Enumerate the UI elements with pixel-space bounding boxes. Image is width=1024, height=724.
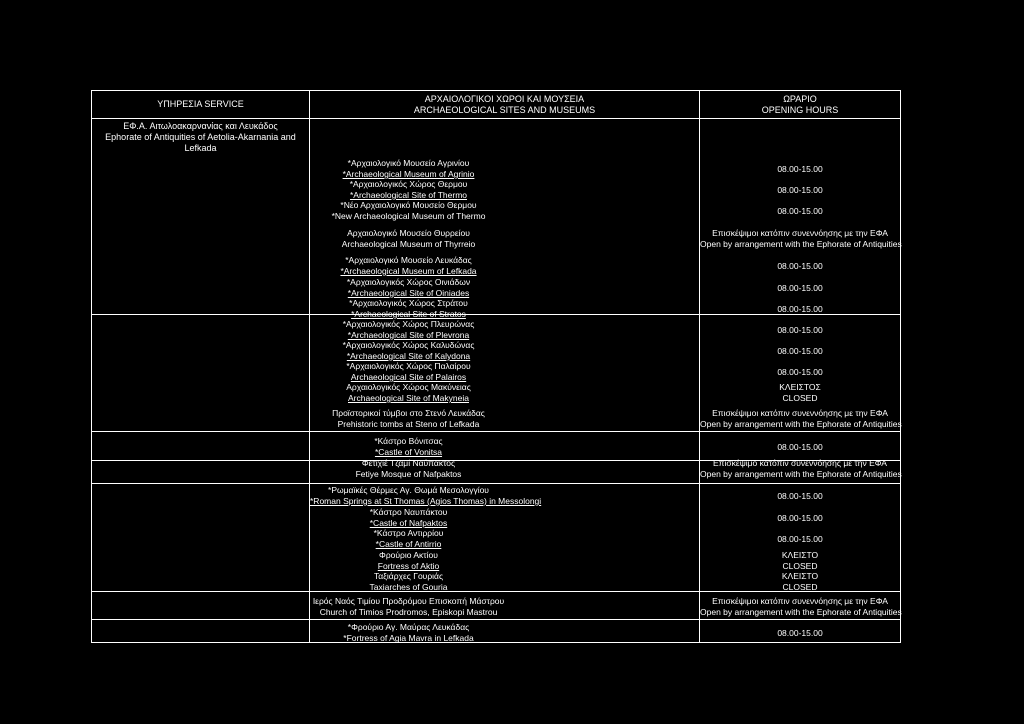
site-name-gr: *Κάστρο Αντιρρίου: [373, 528, 444, 538]
hours-line: CLOSED: [782, 393, 818, 403]
site-name: [310, 228, 507, 250]
site-name: [310, 571, 507, 593]
site-name-gr: *Αρχαιολογικός Χώρος Θερμου: [349, 179, 468, 189]
hours-line: 08.00-15.00: [777, 185, 823, 195]
header-hours: [700, 91, 900, 118]
opening-hours: [700, 261, 900, 272]
site-name-en: *Archaeological Site of Plevrona: [347, 330, 470, 340]
site-name: [310, 361, 507, 383]
hours-line: Open by arrangement with the Ephorate of Antiquities: [700, 469, 902, 479]
opening-hours: [700, 382, 900, 404]
opening-hours: [700, 367, 900, 378]
site-name-en: Fortress of Aktio: [377, 561, 440, 571]
opening-hours: [700, 408, 900, 430]
site-name-en: *Castle of Vonitsa: [374, 447, 443, 457]
hours-line: Open by arrangement with the Ephorate of Antiquities: [700, 239, 902, 249]
opening-hours: [700, 304, 900, 315]
site-name-gr: *Κάστρο Βόνιτσας: [374, 436, 443, 446]
site-name-gr: *Αρχαιολογικός Χώρος Οινιάδων: [346, 277, 471, 287]
site-name-en: *New Archaeological Museum of Thermo: [331, 211, 486, 221]
hours-line: 08.00-15.00: [777, 346, 823, 356]
site-name: [310, 298, 507, 320]
site-name: [310, 319, 507, 341]
hours-line: 08.00-15.00: [777, 367, 823, 377]
hours-line: Open by arrangement with the Ephorate of Antiquities: [700, 419, 902, 429]
site-name-gr: *Αρχαιολογικός Χώρος Στράτου: [349, 298, 468, 308]
opening-hours: [700, 228, 900, 250]
site-name-en: *Archaeological Site of Oiniades: [347, 288, 470, 298]
hours-line: 08.00-15.00: [777, 491, 823, 501]
site-name-en: *Archaeological Museum of Agrinio: [342, 169, 475, 179]
site-name-gr: Αρχαιολογικός Χώρος Μακύνειας: [346, 382, 471, 392]
site-name-en: *Archaeological Site of Thermo: [349, 190, 468, 200]
opening-hours: [700, 206, 900, 217]
hours-line: 08.00-15.00: [777, 261, 823, 271]
hours-line: 08.00-15.00: [777, 534, 823, 544]
opening-hours: [700, 513, 900, 524]
row-divider: [92, 431, 900, 432]
site-name-en: Fetiye Mosque of Nafpaktos: [355, 469, 462, 479]
hours-line: 08.00-15.00: [777, 513, 823, 523]
site-name-gr: Ταξιάρχες Γουριάς: [373, 571, 444, 581]
site-name: [310, 179, 507, 201]
hours-line: CLOSED: [782, 582, 818, 592]
opening-hours-table: [91, 90, 901, 643]
site-name-en: Archaeological Site of Palairos: [350, 372, 467, 382]
sites-header-en: ARCHAEOLOGICAL SITES AND MUSEUMS: [413, 104, 596, 115]
service-cell: [92, 121, 309, 154]
site-name-gr: *Αρχαιολογικό Μουσείο Λευκάδας: [345, 255, 472, 265]
header-service: [92, 91, 309, 118]
hours-line: Open by arrangement with the Ephorate of Antiquities: [700, 607, 902, 617]
site-name-gr: *Αρχαιολογικό Μουσείο Αγρινίου: [347, 158, 470, 168]
site-name-en: *Castle of Nafpaktos: [369, 518, 448, 528]
hours-line: 08.00-15.00: [777, 283, 823, 293]
opening-hours: [700, 164, 900, 175]
site-name-gr: Φρούριο Ακτίου: [379, 550, 438, 560]
sites-header-gr: ΑΡΧΑΙΟΛΟΓΙΚΟΙ ΧΩΡΟΙ ΚΑΙ ΜΟΥΣΕΙΑ: [424, 93, 585, 104]
site-name: [310, 340, 507, 362]
hours-line: Επισκέψιμοι κατόπιν συνεννόησης με την ΕΦΑ: [712, 228, 888, 238]
site-name-en: *Roman Springs at St Thomas (Agios Thomas) in Messolongi: [310, 496, 542, 506]
site-name: [310, 458, 507, 480]
opening-hours: [700, 283, 900, 294]
site-name-en: *Castle of Antirrio: [375, 539, 442, 549]
site-name-en: Prehistoric tombs at Steno of Lefkada: [337, 419, 480, 429]
opening-hours: [700, 346, 900, 357]
service-name-gr: ΕΦ.Α. Αιτωλοακαρνανίας και Λευκάδος: [123, 121, 278, 131]
hours-line: 08.00-15.00: [777, 325, 823, 335]
site-name-en: Archaeological Museum of Thyrreio: [341, 239, 476, 249]
hours-line: ΚΛΕΙΣΤΟΣ: [779, 382, 821, 392]
site-name-gr: *Φρούριο Αγ. Μαύρας Λευκάδας: [347, 622, 470, 632]
hours-line: Επισκέψιμο κατόπιν συνεννόησης με την ΕΦΑ: [713, 458, 887, 468]
service-name-en: Ephorate of Antiquities of Aetolia-Akarnania and: [105, 132, 296, 142]
site-name-gr: *Νέο Αρχαιολογικό Μουσείο Θερμου: [340, 200, 477, 210]
opening-hours: [700, 628, 900, 639]
service-header-label: ΥΠΗΡΕΣΙΑ SERVICE: [157, 99, 244, 109]
opening-hours: [700, 550, 900, 572]
service-name-en-cont: Lefkada: [184, 143, 217, 153]
site-name: [310, 158, 507, 180]
site-name-gr: Αρχαιολογικό Μουσείο Θυρρείου: [347, 228, 470, 238]
site-name-en: *Archaeological Site of Stratos: [351, 309, 466, 319]
site-name: [310, 255, 507, 277]
site-name: [310, 528, 507, 550]
site-name: [310, 277, 507, 299]
hours-line: Επισκέψιμοι κατόπιν συνεννόησης με την ΕΦΑ: [712, 408, 888, 418]
site-name: [310, 436, 507, 458]
opening-hours: [700, 458, 900, 480]
header-sites: [310, 91, 699, 118]
site-name: [310, 622, 507, 644]
opening-hours: [700, 491, 900, 502]
site-name: [310, 485, 542, 507]
site-name-en: Taxiarches of Gouria: [369, 582, 448, 592]
hours-line: ΚΛΕΙΣΤΟ: [781, 571, 819, 581]
opening-hours: [700, 185, 900, 196]
opening-hours: [700, 534, 900, 545]
site-name: [310, 507, 507, 529]
site-name-en: *Fortress of Agia Mavra in Lefkada: [343, 633, 474, 643]
hours-line: CLOSED: [782, 561, 818, 571]
row-divider: [92, 619, 900, 620]
hours-line: 08.00-15.00: [777, 164, 823, 174]
site-name-en: *Archaeological Site of Kalydona: [346, 351, 471, 361]
site-name-gr: *Κάστρο Ναυπάκτου: [369, 507, 448, 517]
hours-header-gr: ΩΡΑΡΙΟ: [783, 93, 817, 104]
opening-hours: [700, 571, 900, 593]
site-name: [310, 382, 507, 404]
hours-line: 08.00-15.00: [777, 442, 823, 452]
hours-line: 08.00-15.00: [777, 628, 823, 638]
hours-header-en: OPENING HOURS: [761, 104, 839, 115]
site-name-en: *Archaeological Museum of Lefkada: [340, 266, 477, 276]
site-name: [310, 550, 507, 572]
hours-line: 08.00-15.00: [777, 304, 823, 314]
opening-hours: [700, 596, 900, 618]
site-name-en: Archaeological Site of Makyneia: [348, 393, 469, 403]
hours-line: 08.00-15.00: [777, 206, 823, 216]
site-name-gr: Προϊστορικοί τύμβοι στο Στενό Λευκάδας: [332, 408, 485, 418]
site-name-gr: *Αρχαιολογικός Χώρος Καλυδώνας: [342, 340, 475, 350]
header-divider: [92, 118, 900, 119]
site-name: [310, 596, 507, 618]
site-name-gr: *Αρχαιολογικός Χώρος Πλευρώνας: [342, 319, 475, 329]
site-name-en: Church of Timios Prodromos, Episkopi Mastrou: [319, 607, 498, 617]
opening-hours: [700, 325, 900, 336]
row-divider: [92, 483, 900, 484]
site-name: [310, 200, 507, 222]
site-name: [310, 408, 507, 430]
hours-line: ΚΛΕΙΣΤΟ: [781, 550, 819, 560]
site-name-gr: *Ρωμαϊκές Θέρμες Αγ. Θωμά Μεσολογγίου: [328, 485, 489, 495]
site-name-gr: *Αρχαιολογικός Χώρος Παλαίρου: [346, 361, 471, 371]
hours-line: Επισκέψιμοι κατόπιν συνεννόησης με την ΕΦΑ: [712, 596, 888, 606]
site-name-gr: Ιερός Ναός Τιμίου Προδρόμου Επισκοπή Μάστρου: [312, 596, 505, 606]
site-name-gr: Φετιχιέ Τζαμί Ναύπακτος: [361, 458, 456, 468]
opening-hours: [700, 442, 900, 453]
